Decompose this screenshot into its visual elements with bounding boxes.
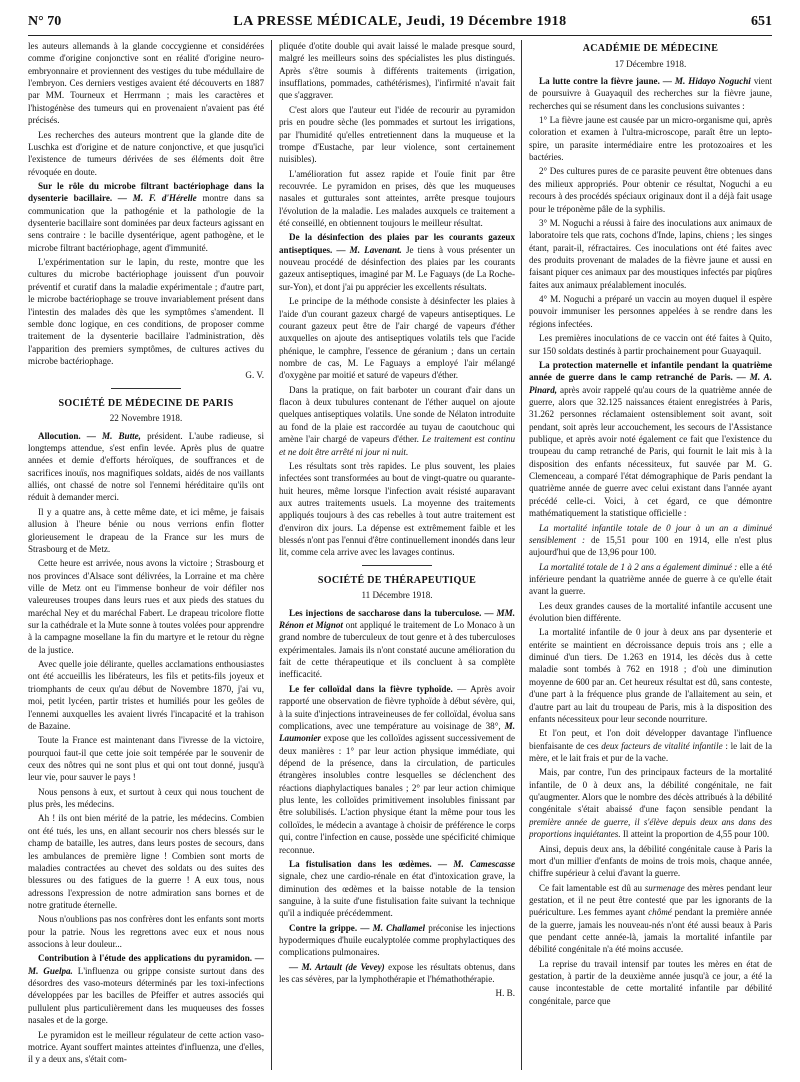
article-author: — M. Challamel [360, 922, 426, 933]
article-fievre-jaune [529, 75, 772, 112]
list-item: 2° Des cultures pures de ce parasite peuvent être obtenues dans des milieux appropriés. Pour obtenir ce résultat, Noguchi a eu recours à des procédés spéciaux originaux dont il a déjà fait usage pour le tréponème pâle de la syphilis. [529, 166, 772, 214]
article-text: signale, chez une cardio-rénale en état d'intoxication grave, la diminution des œdèmes et la baisse notable de la tension sanguine, à la suite d'une fistulisation faite suivant la technique qu'il a indiquée précédemment. [279, 871, 515, 919]
section-date: 17 Décembre 1918. [614, 58, 687, 69]
italic-text: première année de guerre, il s'élève depuis deux ans dans des proportions inquiétantes. [529, 816, 772, 840]
paragraph-text: Dans la pratique, on fait barboter un courant d'air dans un flacon à deux tubulures contenant de l'éther auquel on ajoute quelques antiseptiques volatils. Une sonde de Nélaton introduite au fond de la plaie est raccordée au tuyau de caoutchouc qui amène l'air chargé de vapeurs d'éther. [279, 384, 515, 445]
section-date: 22 Novembre 1918. [109, 413, 183, 424]
journal-title-date: LA PRESSE MÉDICALE, Jeudi, 19 Décembre 1918 [233, 14, 567, 29]
article-heading: Sur le rôle du microbe filtrant bactériophage dans la dysenterie bacillaire. [28, 180, 264, 204]
page-number: 651 [751, 14, 772, 29]
article-luschka-dherelle [28, 180, 264, 254]
paragraph [279, 384, 515, 458]
section-title: ACADÉMIE DE MÉDECINE [582, 43, 719, 54]
column-divider-1 [271, 40, 272, 1070]
paragraph: L'expérimentation sur le lapin, du reste, montre que les cultures du microbe bactériophage jouissent d'un pouvoir préventif et curatif dans la maladie expérimentale ; d'autre part, le microbe bactériophage se trouve invariablement présent dans l'intestin des malades dès que les symptômes s'amendent. Il semble donc logique, en ces conditions, de proposer comme traitement de la dysenterie bacillaire l'administration, dès l'apparition des premiers symptômes, de cultures actives du microbe bactériophage. [28, 257, 264, 366]
paragraph: Cette heure est arrivée, nous avons la victoire ; Strasbourg et nos provinces d'Alsace sont délivrées, la Lorraine et ma chère ville de Metz ont eu l'immense bonheur de voir défiler nos valeureuses troupes dans leurs rues et aux pieds des statues du maréchal Ney et du maréchal Fabert. Le drapeau tricolore flotte sur la cathédrale et la Mute sonne à toutes volées pour apprendre à la campagne mosellane la fin du martyre et le retour du règne de la justice. [28, 558, 264, 655]
italic-text: La mortalité totale de 1 à 2 ans a également diminué : [539, 561, 738, 572]
article-heading: De la désinfection des plaies par les courants gazeux antiseptiques. [279, 232, 515, 255]
article-heading: La protection maternelle et infantile pendant la quatrième année de guerre dans le camp retranché de Paris. [529, 359, 772, 383]
article-heading: La fistulisation dans les œdèmes. [289, 858, 432, 869]
italic-text: deux facteurs de vitalité infantile [601, 740, 723, 751]
list-item: 3° M. Noguchi a réussi à faire des inoculations aux animaux de laboratoire tels que rats, cochons d'Inde, lapins, chiens ; les singes étant, parait-il, réfractaires. Ces inoculations ont été faites avec des produits provenant de malades de la fièvre jaune et aussi en faisant piquer ces animaux par des moustiques infectés par piqûres faites aux animaux préalablement inoculés. [529, 217, 772, 290]
column-2 [279, 40, 515, 1072]
page-header [28, 14, 772, 32]
paragraph-text: Ce fait lamentable est dû au [539, 882, 643, 893]
paragraph-text: Et l'on peut, et l'on doit développer davantage l'influence bienfaisante de ces [529, 728, 772, 751]
paragraph: Le pyramidon est le meilleur régulateur de cette action vaso-motrice. Ayant souffert maintes atteintes d'influenza, une d'elles, il y a deux ans, s'était com- [28, 1029, 264, 1065]
italic-text: La mortalité infantile totale de 0 jour à un an a diminué sensiblement : [529, 522, 772, 545]
article-grippe [279, 922, 515, 959]
paragraph: Il y a quatre ans, à cette même date, et ici même, je faisais allusion à l'heure bénie ou nous verrions enfin flotter glorieusement le drapeau de la France sur les murs de Strasbourg et de Metz. [28, 506, 264, 554]
paragraph: L'amélioration fut assez rapide et l'ouïe finit par être recouvrée. Le pyramidon en prises, dès que les muqueuses nasales et gutturales sont atteintes, arrête presque toujours l'évolution de la maladie. Les malades auxquels ce traitement a été conseillé, en obtiennent toujours le meilleur résultat. [279, 168, 515, 229]
article-author: — M. F. d'Hérelle [117, 193, 197, 204]
article-text: vient de poursuivre à Guayaquil des recherches sur la fièvre jaune, recherches qui se résument dans les conclusions suivantes : [529, 75, 772, 111]
article-text: — Après avoir rapporté une observation de fièvre typhoïde à début sévère, qui, à la suite d'injections intraveineuses de fer colloïdal, évolua sans complications, avec une température au voisinage de 38°, [279, 683, 515, 731]
article-text: Je tiens à vous présenter un nouveau procédé de désinfection des plaies par les courants gazeux antiseptiques, imaginé par M. Le Faguays (de La Roche-sur-Yon), et dont j'ai pu apprécier les excellents résultats. [279, 244, 515, 292]
article-heading: Les injections de saccharose dans la tuberculose. [289, 607, 482, 618]
paragraph: Toute la France est maintenant dans l'ivresse de la victoire, pourquoi faut-il que cette joie soit tempérée par le souvenir de ceux des nôtres qui ne sont plus et qui ont tout donné, jusqu'à leur vie, pour sauver le pays ! [28, 735, 264, 783]
article-text: ont appliqué le traitement de Lo Monaco à un grand nombre de tuberculeux de tout genre et à des tuberculoses expérimentales. Jamais ils n'ont constaté aucune amélioration du fait de cette thérapeutique et ils concluent à sa complète inefficacité. [279, 620, 515, 680]
paragraph-text: des mères pendant leur gestation, et il ne peut être contesté que par les ignorants de la puériculture. Les femmes ayant [529, 882, 772, 918]
paragraph: Les recherches des auteurs montrent que la glande dite de Luschka est d'origine et de nature conjonctive, et que jusqu'ici l'existence de tumeurs dérivées de ses éléments doit être révoquée en doute. [28, 129, 264, 177]
article-author: M. Laumonier [279, 720, 515, 744]
paragraph-text: pendant la première année de la guerre, jamais les nouveau-nés n'ont été aussi beaux à Paris que pendant cette année-là, jamais la mortalité infantile par débilité congénitale n'a été moins accusée. [529, 907, 772, 955]
article-heading: Contribution à l'étude des applications du pyramidon. [38, 953, 253, 964]
column-3 [529, 40, 772, 1072]
paragraph-text: : le lait de la mère, et le lait frais et pur de la vache. [529, 740, 772, 763]
paragraph: Nous pensons à eux, et surtout à ceux qui nous touchent de plus près, les médecins. [28, 786, 264, 810]
article-author: — M. A. Pinard, [529, 372, 772, 395]
article-author: — M. Hidayo Noguchi [662, 75, 751, 86]
article-text: préconise les injections hypodermiques d'huile eucalyptolée comme prophylactiques des complications pulmonaires. [279, 922, 515, 958]
paragraph-text: de 15,51 pour 100 en 1914, elle n'est plus aujourd'hui que de 13,96 pour 100. [529, 534, 772, 558]
issue-number: N° 70 [28, 14, 62, 29]
paragraph: La reprise du travail intensif par toutes les mères en état de gestation, à partir de la deuxième année jusqu'à ce jour, a été la cause incontestable de cette mortalité infantile par débilité congénitale, parce que [529, 958, 772, 1006]
paragraph: pliquée d'otite double qui avait laissé le malade presque sourd, malgré les meilleurs soins des spécialistes les plus distingués. Après s'être soumis à différents traitements (irrigation, insufflations, pommades, cathétérismes), l'infirmité n'avait fait que s'aggraver. [279, 41, 515, 101]
paragraph: Ah ! ils ont bien mérité de la patrie, les médecins. Combien ont été tués, les uns, en allant secourir nos chers blessés sur le champ de bataille, les autres, dans leurs postes de secours, dans les ambulances de première ligne ! Combien sont morts de maladies contractées au chevet des soldats ou des suites des blessures ou des fatigues de la guerre ! A eux tous, nous adressons l'expression de notre admiration sans bornes et de notre gratitude éternelle. [28, 813, 264, 910]
paragraph: Les résultats sont très rapides. Le plus souvent, les plaies infectées sont transformées au bout de vingt-quatre ou quarante-huit heures, même lorsque l'infection avait résisté auparavant aux autres traitements usuels. La moyenne des traitements appliqués toujours à des cas rebelles à tout autre traitement est d'environ dix jours. La dépense est extrêmement faible et les blessés n'ont pas l'ennui d'être continuellement inondés dans leur lit, comme cela arrive avec les lavages continus. [279, 460, 515, 558]
paragraph: les auteurs allemands à la glande coccygienne et considérées comme d'origine conjonctive sont en réalité d'origine neuro-embryonnaire et proviennent des vestiges du tube médullaire de l'embryon. Ces derniers vestiges avaient été découverts en 1887 par MM. Tourneux et Herrmann ; mais les caractères et l'histogénèse des tumeurs qui en provenaient n'avaient pas été précisés. [28, 41, 264, 126]
paragraph-text: Il atteint la proportion de 4,55 pour 100. [622, 829, 770, 840]
article-author: — M. Guelpa. [28, 953, 264, 976]
article-protection-maternelle [529, 359, 772, 520]
paragraph: Ainsi, depuis deux ans, la débilité congénitale cause à Paris la mort d'un millier d'enfants de moins de trois mois, chaque année, chiffre supérieur à celui d'avant la guerre. [529, 843, 772, 879]
italic-text: surmenage [644, 882, 685, 893]
paragraph: Les deux grandes causes de la mortalité infantile accusent une évolution bien différente. [529, 600, 772, 624]
article-author: — M. Camescasse [437, 858, 515, 869]
article-text: expose que les colloïdes agissent successivement de deux manières : 1° par leur action physique immédiate, qui dépend de la présence, dans la circulation, de particules étrangères insolubles contre lesquelles se déclenchent des réactions diaphylactiques banales ; 2° par leur action chimique plus lente, les colloïdes primitivement insolubles finissant par être solubilisés. L'action physique étant la même pour tous les colloïdes, le médecin a avantage à choisir de préférence le corps qui, contre l'infection en cause, possède une spécificité chimique reconnue. [279, 733, 515, 855]
section-date: 11 Décembre 1918. [361, 590, 433, 601]
paragraph-text: Mais, par contre, l'un des principaux facteurs de la mortalité infantile, de 0 à deux ans, la débilité congénitale, ne fait qu'augmenter. Alors que le nombre des décès attribués à la débilité congénitale s'était abaissé d'une façon sensible pendant la [529, 767, 772, 815]
column-1 [28, 40, 264, 1072]
column-divider-2 [521, 40, 522, 1070]
header-rule [28, 35, 772, 36]
statistic-paragraph [529, 522, 772, 559]
article-text: expose les résultats obtenus, dans les cas sévères, par la lymphothérapie et l'hémathothérapie. [279, 961, 515, 985]
article-author: — M. Butte, [86, 430, 141, 441]
paragraph [529, 766, 772, 840]
article-author: — M. Lavenant. [336, 244, 402, 255]
paragraph [529, 882, 772, 956]
article-heading: Le fer colloïdal dans la fièvre typhoïde. [289, 683, 453, 694]
article-saccharose [279, 607, 515, 681]
statistic-paragraph [529, 561, 772, 598]
paragraph: C'est alors que l'auteur eut l'idée de recourir au pyramidon pris en poudre sèche (les pommades et surtout les irrigations, par l'humidité qu'elles entretiennent dans la muqueuse et la trompe d'Eustache, par leur violence, sont certainement nuisibles). [279, 104, 515, 165]
list-item: 1° La fièvre jaune est causée par un micro-organisme qui, après coloration et examen à l'ultra-microscope, paraît être un lepto-spire, un parasite intermédiaire entre les protozoaires et les bactéries. [529, 115, 772, 163]
article-pyramidon [28, 952, 264, 1026]
section-title: SOCIÉTÉ DE MÉDECINE DE PARIS [58, 397, 234, 409]
paragraph: Le principe de la méthode consiste à désinfecter les plaies à l'aide d'un courant gazeux chargé de vapeurs antiseptiques. Le courant gazeux peut être de l'air chargé de vapeurs d'éther auxquelles on ajoute des antiseptiques volatils tels que l'acide phénique, le camphre, l'essence de géranium ; dans un certain nombre de cas, M. Le Faguays a employé l'air mélangé d'oxygène par moitié et saturé de vapeurs d'éther. [279, 296, 515, 381]
article-fistulisation [279, 858, 515, 920]
article-text: président. L'aube radieuse, si longtemps attendue, s'est enfin levée. Après plus de quatre années et demie d'efforts héroïques, de souffrances et de sacrifices inouïs, nos magnifiques soldats, aidés de nos vaillants alliés, ont chassé de notre sol l'ennemi héréditaire qu'ils ont réduit à demander merci. [28, 430, 264, 503]
article-heading: Contre la grippe. [289, 922, 358, 933]
article-lymphotherapie [279, 961, 515, 986]
signature-initials: H. B. [495, 988, 515, 999]
section-separator [362, 565, 432, 566]
paragraph: Les premières inoculations de ce vaccin ont été faites à Quito, sur 150 soldats destinés à partir prochainement pour Guayaquil. [529, 333, 772, 356]
article-author: — M. Artault (de Vevey) [289, 961, 385, 972]
italic-text: chômé [648, 907, 672, 918]
section-separator [111, 388, 181, 389]
article-text: montre dans sa communication que la pathogénie et la pathologie de la dysenterie bacillaire sont dominées par deux facteurs agissant en sens contraire : le bacille dysentérique, agent pathogène, et le microbe filtrant bactériophage, agent d'immunité. [28, 193, 264, 253]
list-item: 4° M. Noguchi a préparé un vaccin au moyen duquel il espère pouvoir immuniser les personnes appelées à se rendre dans les régions infectées. [529, 294, 772, 329]
paragraph [529, 727, 772, 764]
article-heading: La lutte contre la fièvre jaune. [539, 75, 660, 86]
paragraph: La mortalité infantile de 0 jour à deux ans par dysenterie et entérite se maintient en décroissance depuis trois ans ; elle a diminué d'un tiers. De 1.263 en 1914, les décès dus à cette maladie sont tombés à 762 en 1918 ; d'où une diminution moyenne de 600 par an. Cet heureux résultat est dû, sans conteste, d'une part à la fréquence plus grande de l'allaitement au sein, et d'autre part au lait du troupeau de Paris, mis à la disposition des enfants nécessiteux pour leur seconde nourriture. [529, 627, 772, 724]
italic-text: Le traitement est continu et ne doit être arrêté ni jour ni nuit. [279, 434, 515, 457]
section-title: SOCIÉTÉ DE THÉRAPEUTIQUE [317, 574, 477, 586]
article-heading: Allocution. [38, 430, 81, 441]
paragraph: Avec quelle joie délirante, quelles acclamations enthousiastes ont été accueillis les libérateurs, les fils et petits-fils joyeux et triomphants de ceux qu'au début de Novembre 1870, j'ai vu, moi, petit lycéen, partir tristes et humiliés pour les geôles de l'ennemi auxquelles les avaient livrés l'incapacité et la trahison de Bazaine. [28, 659, 264, 731]
article-author: — MM. Rénon et Mignot [279, 607, 515, 631]
article-text: L'influenza ou grippe consiste surtout dans des désordres des vaso-moteurs déterminés par les toxi-infections développées par les bacilles de Pfeiffer et autres associés qui pullulent plus particulièrement dans les muqueuses des fosses nasales et de la gorge. [28, 965, 264, 1026]
article-desinfection [279, 231, 515, 293]
paragraph: Nous n'oublions pas nos confrères dont les enfants sont morts pour la patrie. Nous les regrettons avec eux et nous nous associons à leur douleur... [28, 914, 264, 950]
paragraph-text: elle a été inférieure pendant la quatrième année de guerre à ce qu'elle était avant la guerre. [529, 561, 772, 597]
article-allocution [28, 430, 264, 504]
article-fer-colloidal [279, 683, 515, 856]
article-text: après avoir rappelé qu'au cours de la quatrième année de guerre, alors que 32.125 naissances étaient enregistrées à Paris, 31.262 personnes réclamaient ostensiblement soit avant, soit pendant, soit après leur accouchement, les secours de l'Assistance publique, et après avoir noté également ce fait que l'existence du troupeau du camp retranché de Paris, qui fournit le lait mis à la disposition des enfants nécessiteux, fut sauvée par M. G. Clemenceau, a comparé l'état démographique de Paris pendant la quatrième année de guerre avec celui existant dans l'année ayant précédé celle-ci. Voici, à cet égard, ce que démontre mathématiquement la statistique officielle : [529, 384, 772, 519]
signature-initials: G. V. [245, 370, 264, 381]
